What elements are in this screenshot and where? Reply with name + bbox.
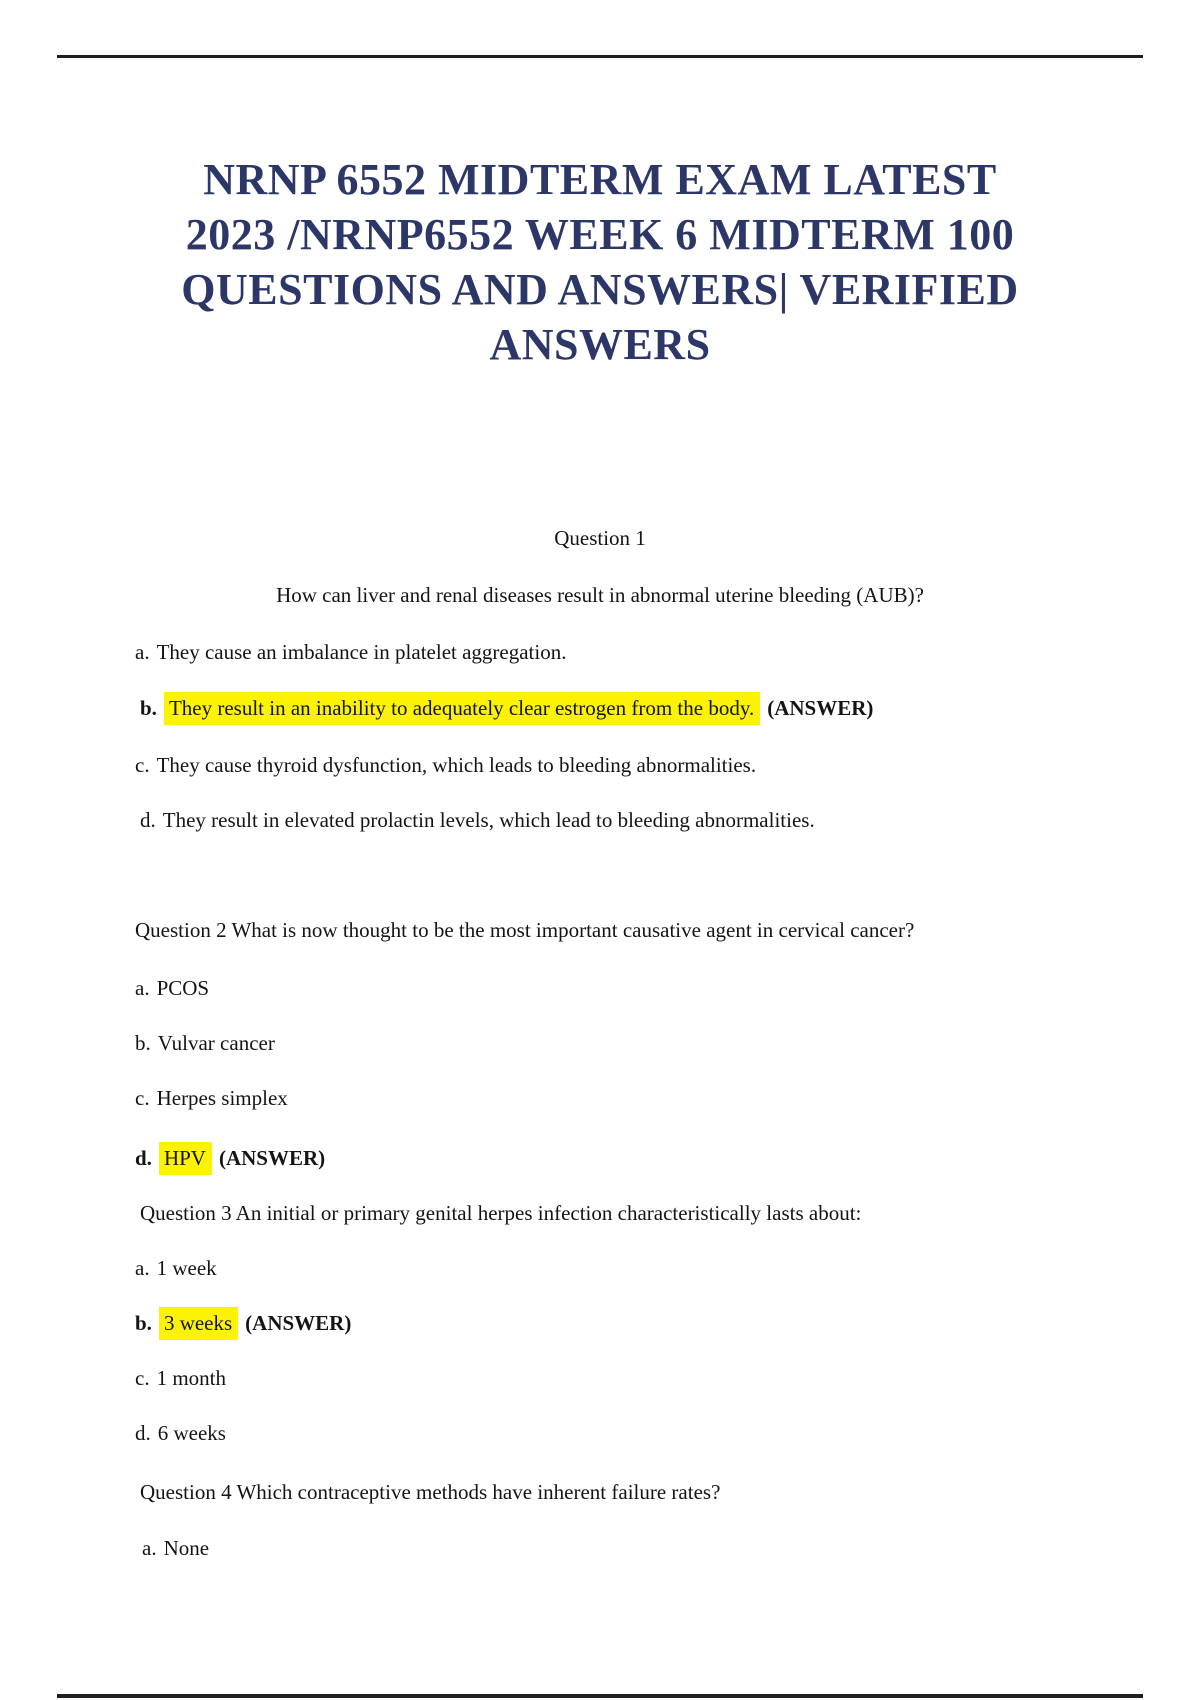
question-1-option-b-answer (140, 693, 1140, 723)
option-letter: b. (135, 1311, 152, 1335)
option-letter: d. (135, 1421, 151, 1445)
title-line-1: NRNP 6552 MIDTERM EXAM LATEST (203, 155, 997, 204)
option-text: Herpes simplex (156, 1086, 288, 1110)
option-text: None (163, 1536, 210, 1560)
option-letter: a. (142, 1536, 157, 1560)
option-letter: d. (135, 1146, 152, 1170)
option-text: 6 weeks (157, 1421, 226, 1445)
option-text: Vulvar cancer (157, 1031, 275, 1055)
option-letter: a. (135, 1256, 150, 1280)
option-letter: c. (135, 1366, 150, 1390)
answer-tag: (ANSWER) (218, 1146, 326, 1170)
question-1-heading: Question 1 (554, 526, 646, 550)
question-4-heading: Question 4 Which contraceptive methods have inherent failure rates? (140, 1480, 721, 1504)
option-letter: d. (140, 808, 156, 832)
option-letter: c. (135, 753, 150, 777)
document-title (0, 152, 1200, 372)
option-text: PCOS (156, 976, 210, 1000)
answer-tag: (ANSWER) (245, 1311, 352, 1335)
question-1-option-c (135, 750, 1140, 780)
question-1-option-d (140, 805, 1140, 835)
question-4-option-a (142, 1533, 1140, 1563)
title-line-4: ANSWERS (489, 320, 711, 369)
question-2-option-d-answer (135, 1143, 1140, 1173)
title-line-2: 2023 /NRNP6552 WEEK 6 MIDTERM 100 (185, 210, 1015, 259)
option-text: 1 week (156, 1256, 217, 1280)
question-3-heading: Question 3 An initial or primary genital herpes infection characteristically lasts about: (140, 1201, 862, 1225)
option-letter: b. (135, 1031, 151, 1055)
question-2-option-b (135, 1028, 1140, 1058)
option-text: They result in elevated prolactin levels, which lead to bleeding abnormalities. (162, 808, 815, 832)
bottom-horizontal-rule (57, 1694, 1143, 1698)
option-text: 1 month (156, 1366, 226, 1390)
question-2-option-a (135, 973, 1140, 1003)
highlighted-answer-text: 3 weeks (159, 1307, 238, 1340)
question-3-option-a (135, 1253, 1140, 1283)
answer-tag: (ANSWER) (767, 696, 874, 720)
question-2-option-c (135, 1083, 1140, 1113)
option-letter: a. (135, 976, 150, 1000)
question-2-heading: Question 2 What is now thought to be the most important causative agent in cervical cancer? (135, 918, 915, 942)
top-horizontal-rule (57, 55, 1143, 58)
question-3-option-d (135, 1418, 1140, 1448)
highlighted-answer-text: HPV (159, 1142, 212, 1175)
question-1-prompt: How can liver and renal diseases result in abnormal uterine bleeding (AUB)? (276, 583, 924, 607)
question-1-option-a (135, 637, 1140, 667)
title-line-3: QUESTIONS AND ANSWERS| VERIFIED (181, 265, 1019, 314)
highlighted-answer-text: They result in an inability to adequately clear estrogen from the body. (164, 692, 760, 725)
question-3-option-c (135, 1363, 1140, 1393)
option-letter: b. (140, 696, 157, 720)
option-letter: c. (135, 1086, 150, 1110)
option-text: They cause an imbalance in platelet aggregation. (156, 640, 567, 664)
option-text: They cause thyroid dysfunction, which leads to bleeding abnormalities. (156, 753, 757, 777)
option-letter: a. (135, 640, 150, 664)
question-3-option-b-answer (135, 1308, 1140, 1338)
